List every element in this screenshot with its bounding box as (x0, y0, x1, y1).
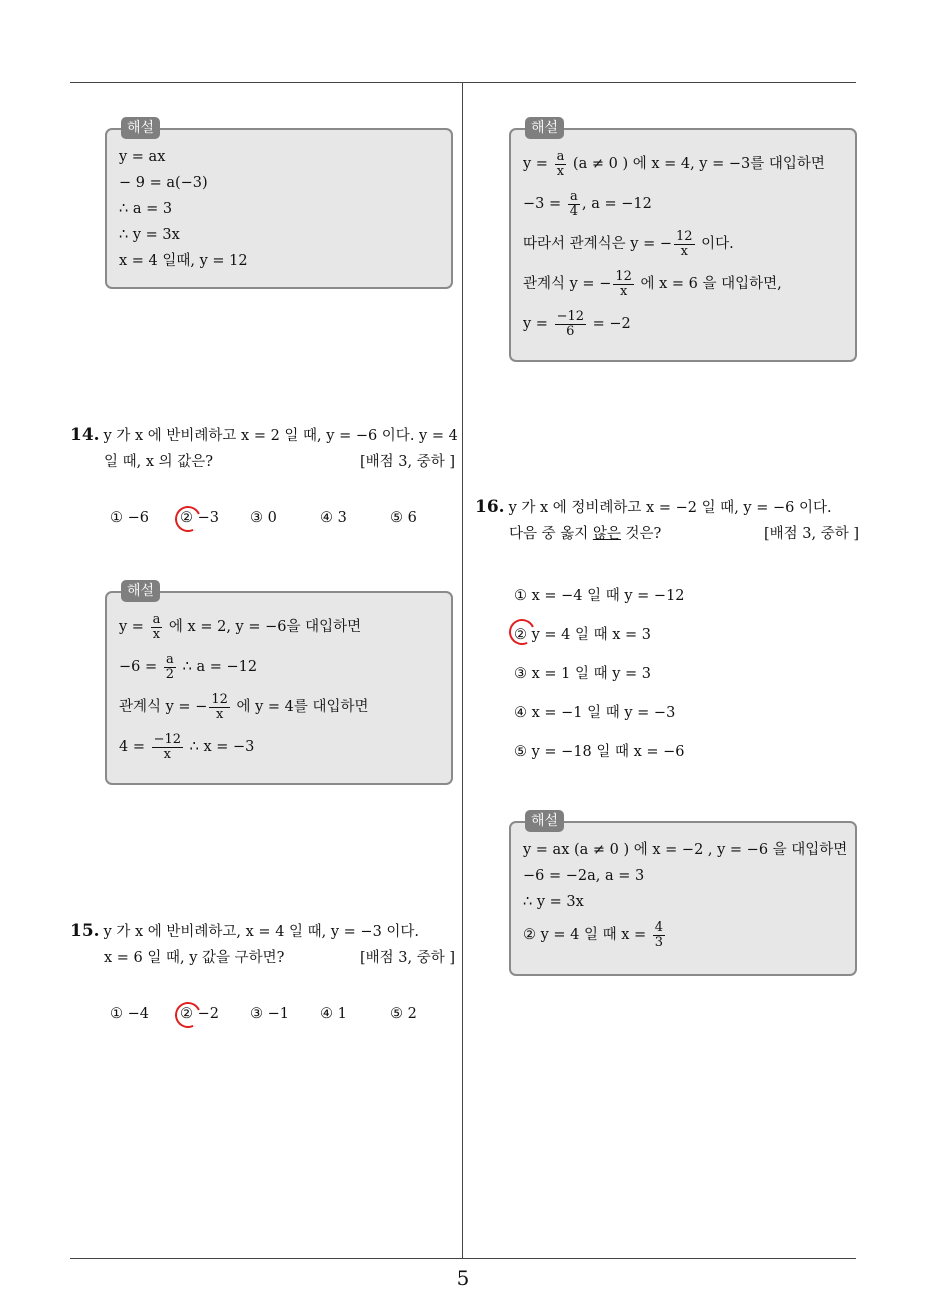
solution-line: 4 = $\frac{-12}{x}$ ∴ x = −3 (119, 731, 255, 762)
choice-option[interactable]: ⑤ y = −18 일 때 x = −6 (514, 744, 685, 760)
solution-box-16 (509, 813, 857, 976)
choice-option[interactable]: ④ 3 (320, 510, 347, 526)
question-number: 16. (475, 497, 505, 517)
solution-box-14 (105, 583, 453, 785)
question-16 (475, 494, 859, 547)
score-label: [배점 3, 중하 ] (359, 454, 455, 470)
solution-line: 따라서 관계식은 y = − $\frac{12}{x}$ 이다. (523, 228, 734, 259)
choice-option[interactable]: ③ x = 1 일 때 y = 3 (514, 666, 652, 682)
choice-option[interactable]: ② −3 (180, 510, 219, 526)
page-number: 5 (456, 1266, 470, 1290)
choice-option[interactable]: ⑤ 2 (390, 1006, 417, 1022)
question-text: y 가 x 에 반비례하고, x = 4 일 때, y = −3 이다. (103, 924, 420, 940)
answer-circle-mark (171, 998, 204, 1031)
solution-box-13 (105, 120, 453, 289)
question-text: 것은? (620, 526, 662, 542)
solution-line: y = ax (a ≠ 0 ) 에 x = −2 , y = −6 을 대입하면 (523, 842, 848, 858)
solution-line: y = $\frac{-12}{6}$ = −2 (523, 308, 631, 339)
solution-line: y = $\frac{a}{x}$ 에 x = 2, y = −6을 대입하면 (119, 611, 362, 642)
solution-tag: 해설 (525, 117, 564, 139)
solution-line: ∴ a = 3 (119, 201, 173, 217)
solution-line: x = 4 일때, y = 12 (119, 253, 248, 269)
top-rule (70, 82, 856, 83)
column-divider (462, 83, 463, 1258)
question-text-underlined: 않은 (592, 526, 621, 542)
bottom-rule (70, 1258, 856, 1259)
solution-line: y = ax (119, 149, 166, 165)
solution-line: ∴ y = 3x (119, 227, 180, 243)
choice-option[interactable]: ④ x = −1 일 때 y = −3 (514, 705, 676, 721)
solution-line: 관계식 y = − $\frac{12}{x}$ 에 x = 6 을 대입하면, (523, 268, 782, 299)
solution-line: − 9 = a(−3) (119, 175, 208, 191)
question-text: 다음 중 옳지 (509, 526, 593, 542)
solution-line: −3 = $\frac{a}{4}$ , a = −12 (523, 188, 652, 219)
choice-option[interactable]: ④ 1 (320, 1006, 347, 1022)
solution-line: −6 = −2a, a = 3 (523, 868, 645, 884)
question-15 (70, 918, 455, 971)
choice-option[interactable]: ② y = 4 일 때 x = 3 (514, 627, 652, 643)
question-text: 일 때, x 의 값은? (104, 454, 214, 470)
choices-14 (110, 510, 430, 526)
question-text: y 가 x 에 정비례하고 x = −2 일 때, y = −6 이다. (508, 500, 832, 516)
question-number: 14. (70, 425, 100, 445)
solution-line: −6 = $\frac{a}{2}$ ∴ a = −12 (119, 651, 258, 682)
choices-15 (110, 1006, 430, 1022)
score-label: [배점 3, 중하 ] (359, 950, 455, 966)
question-number: 15. (70, 921, 100, 941)
solution-tag: 해설 (525, 810, 564, 832)
answer-circle-mark (171, 502, 204, 535)
choice-option[interactable]: ① −4 (110, 1006, 149, 1022)
solution-line: ∴ y = 3x (523, 894, 584, 910)
score-label: [배점 3, 중하 ] (763, 526, 859, 542)
question-14 (70, 422, 458, 475)
solution-tag: 해설 (121, 117, 160, 139)
choice-option[interactable]: ③ −1 (250, 1006, 289, 1022)
question-text: x = 6 일 때, y 값을 구하면? (104, 950, 285, 966)
solution-tag: 해설 (121, 580, 160, 602)
choice-option[interactable]: ① −6 (110, 510, 149, 526)
solution-line: 관계식 y = − $\frac{12}{x}$ 에 y = 4를 대입하면 (119, 691, 369, 722)
choice-option[interactable]: ② −2 (180, 1006, 219, 1022)
solution-line: ② y = 4 일 때 x = $\frac{4}{3}$ (523, 919, 664, 950)
choice-option[interactable]: ⑤ 6 (390, 510, 417, 526)
solution-box-15 (509, 120, 857, 362)
choice-option[interactable]: ③ 0 (250, 510, 277, 526)
choice-option[interactable]: ① x = −4 일 때 y = −12 (514, 588, 685, 604)
question-text: y 가 x 에 반비례하고 x = 2 일 때, y = −6 이다. y = 4 (103, 428, 458, 444)
solution-line: y = $\frac{a}{x}$ (a ≠ 0 ) 에 x = 4, y = −3를 대입하면 (523, 148, 825, 179)
